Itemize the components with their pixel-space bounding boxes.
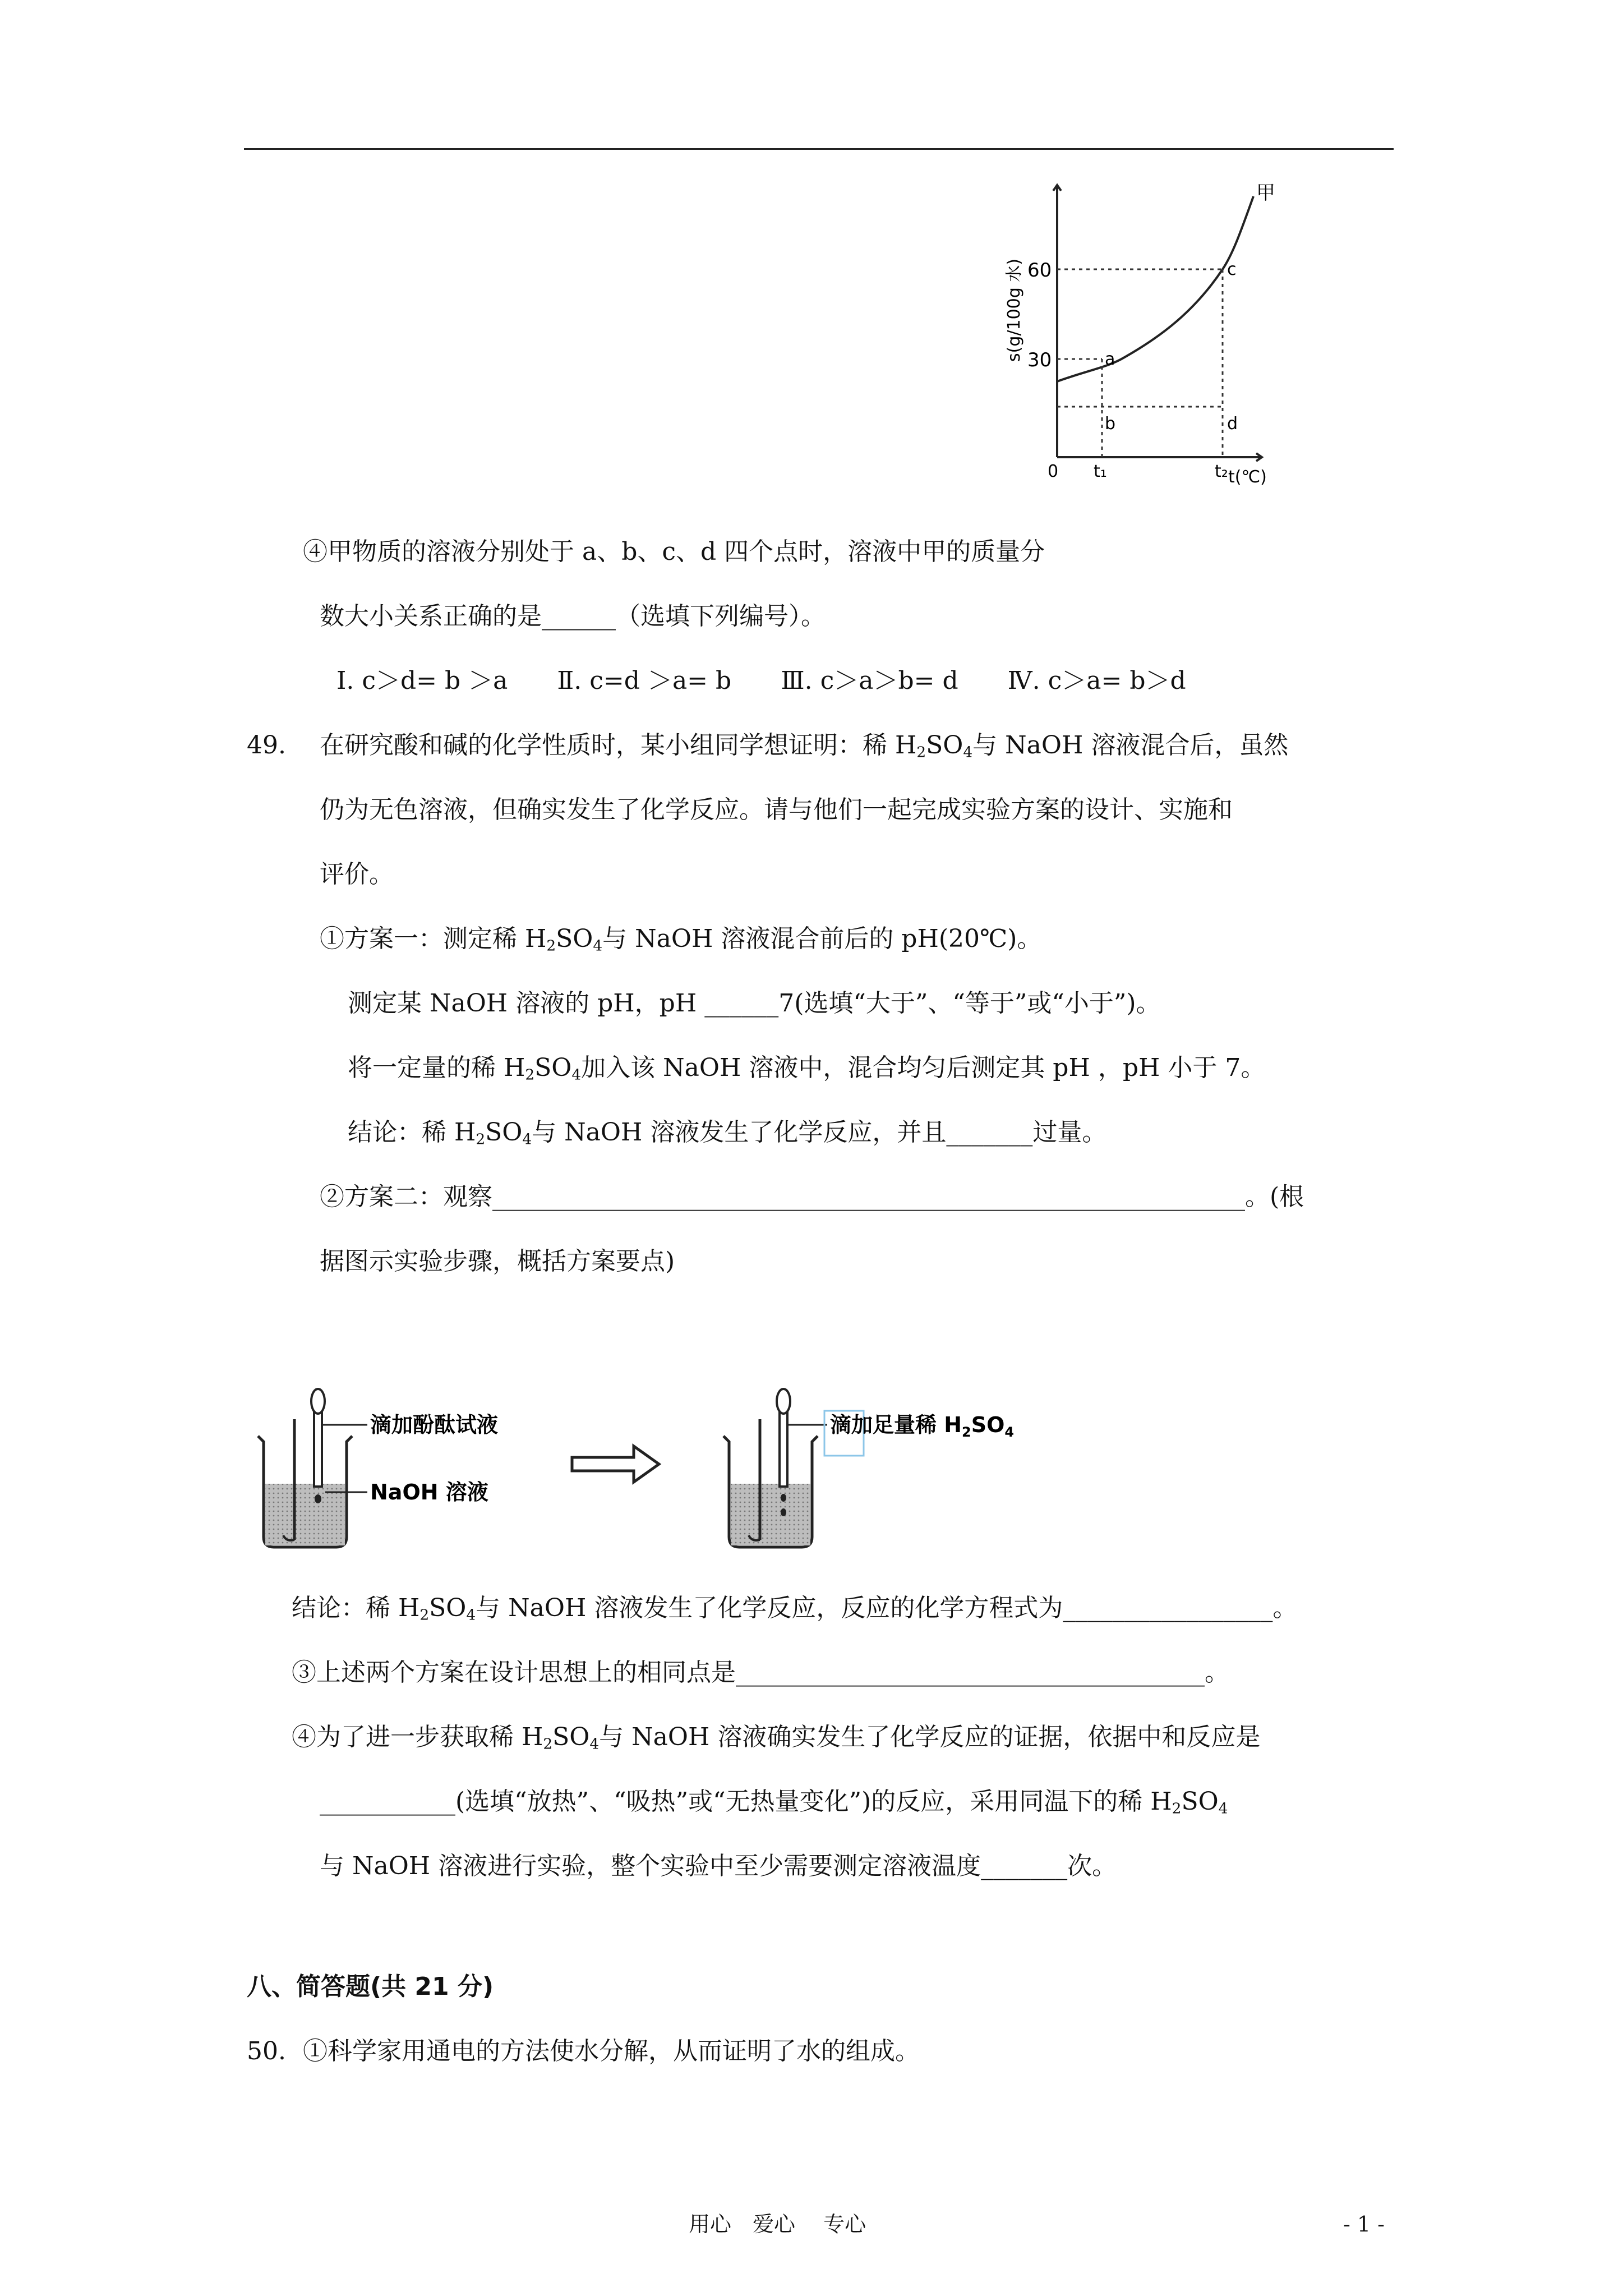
q49-plan1-line1: ①方案一：测定稀 $H_2SO_4$与 NaOH 溶液混合前后的 pH(20℃)。 [320,924,1042,955]
q49-stem-line2: 仍为无色溶液，但确实发生了化学反应。请与他们一起完成实验方案的设计、实施和 [320,795,1233,824]
ytick-30: 30 [1027,349,1052,371]
page-number: - 1 - [1343,2212,1385,2237]
point-d: d [1227,414,1238,434]
q50-number: 50. [247,2037,286,2065]
point-c: c [1227,260,1237,279]
q49-number: 49. [247,731,286,760]
label-phenolphthalein: 滴加酚酞试液 [370,1412,499,1437]
q48-4-options: Ⅰ. c＞d= b ＞a Ⅱ. c=d ＞a= b Ⅲ. c＞a＞b= d Ⅳ. c＞a= b＞d [336,666,1186,695]
q48-4-line1: ④甲物质的溶液分别处于 a、b、c、d 四个点时，溶液中甲的质量分 [303,537,1045,566]
section-heading: 八、简答题(共 21 分) [247,1972,494,2001]
label-add-h2so4: 滴加足量稀 $H_2SO_4$ [830,1412,1015,1440]
q49-part4-line1: ④为了进一步获取稀 $H_2SO_4$与 NaOH 溶液确实发生了化学反应的证据，依据中和反应是 [292,1723,1261,1753]
q49-conclusion: 结论：稀 $H_2SO_4$与 NaOH 溶液发生了化学反应，反应的化学方程式为_________________。 [292,1594,1298,1624]
q49-plan1-line3: 将一定量的稀 $H_2SO_4$加入该 NaOH 溶液中，混合均匀后测定其 pH ，pH 小于 7。 [348,1053,1266,1084]
xtick-t1: t₁ [1094,462,1107,481]
q50-text: ①科学家用通电的方法使水分解，从而证明了水的组成。 [303,2037,920,2065]
q49-plan2-line1: ②方案二：观察_____________________________________________________________。(根 [320,1182,1304,1211]
solubility-curve [1057,196,1253,381]
curve-label: 甲 [1256,182,1275,204]
left-dropper [311,1389,325,1503]
xtick-t2: t₂ [1215,462,1228,481]
q49-plan2-line2: 据图示实验步骤，概括方案要点) [320,1247,675,1276]
header-rule [244,148,1394,150]
footer-center: 用心 爱心 专心 [689,2212,866,2237]
q49-plan1-line4: 结论：稀 $H_2SO_4$与 NaOH 溶液发生了化学反应，并且_______过量。 [348,1118,1107,1148]
q49-part4-line2: ___________(选填“放热”、“吸热”或“无热量变化”)的反应，采用同温下的稀 $H_2SO_4$ [320,1787,1228,1818]
ytick-60: 60 [1027,259,1052,282]
q49-part4-line3: 与 NaOH 溶液进行实验，整个实验中至少需要测定溶液温度_______次。 [320,1852,1117,1880]
point-a: a [1105,349,1115,369]
point-b: b [1105,414,1116,434]
xlabel: t(℃) [1228,467,1267,487]
q49-part3: ③上述两个方案在设计思想上的相同点是______________________________________。 [292,1658,1229,1687]
ylabel: s(g/100g 水) [1004,258,1024,362]
xtick-0: 0 [1048,462,1059,481]
q49-stem-line1: 在研究酸和碱的化学性质时，某小组同学想证明：稀 $H_2SO_4$与 NaOH 溶液混合后，虽然 [320,731,1289,761]
q48-4-line2: 数大小关系正确的是______（选填下列编号）。 [320,602,826,631]
solubility-graph [993,177,1295,491]
q49-stem-line3: 评价。 [320,860,394,889]
process-arrow [572,1446,659,1482]
experiment-figure [241,1358,1082,1559]
q49-plan1-line2: 测定某 NaOH 溶液的 pH，pH ______7(选填“大于”、“等于”或“小于”)。 [348,989,1161,1018]
label-naoh-solution: NaOH 溶液 [370,1480,488,1504]
